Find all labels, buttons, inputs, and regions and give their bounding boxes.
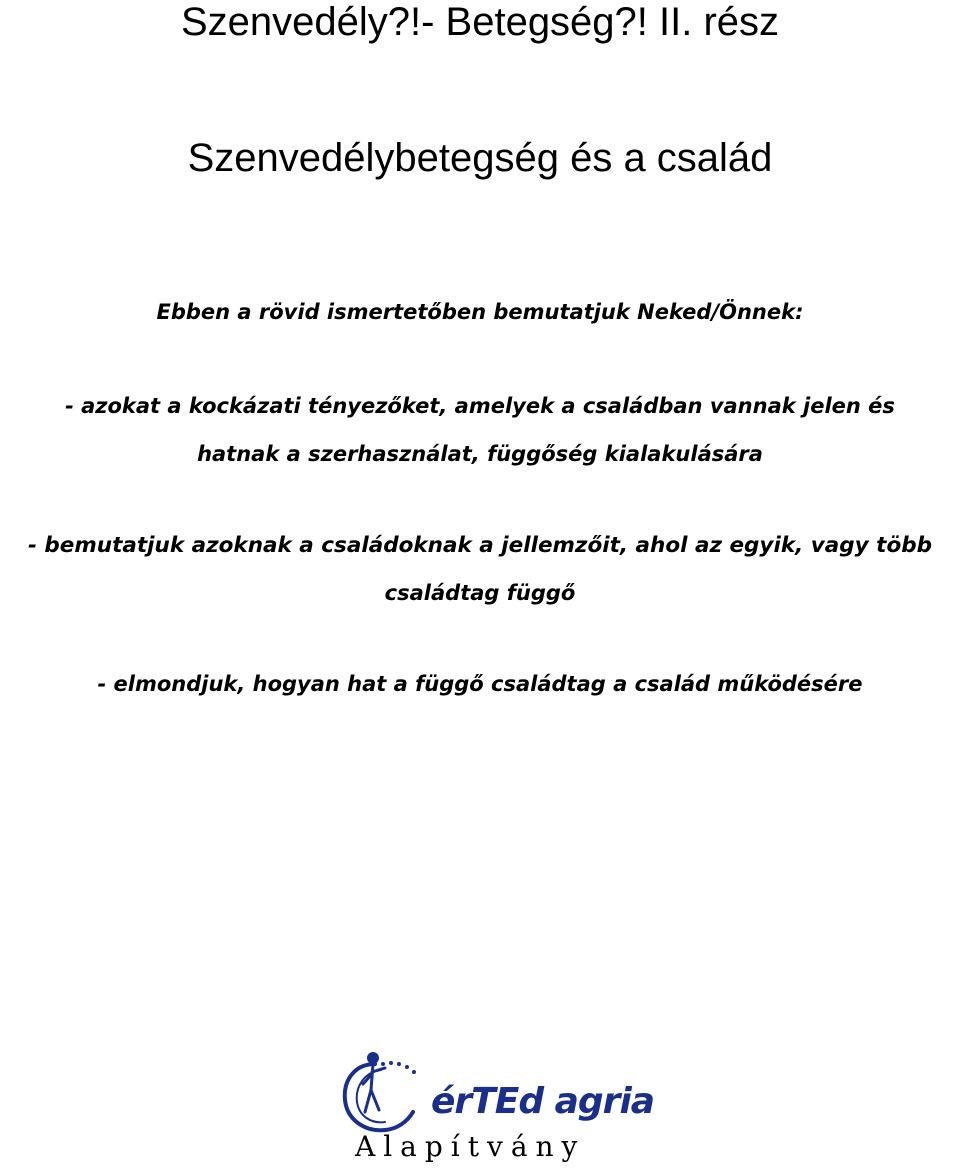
section-title: Szenvedélybetegség és a család — [187, 136, 773, 180]
page-title: Szenvedély?!- Betegség?! II. rész — [180, 0, 780, 44]
bullet-2-line-2: családtag függő — [384, 581, 576, 605]
logo-brand-text: érTEd agria — [431, 1081, 655, 1122]
bullet-2-line-1: - bemutatjuk azoknak a családoknak a jellemzőit, ahol az egyik, vagy több — [27, 533, 933, 558]
bullet-1-line-2: hatnak a szerhasználat, függőség kialakulására — [197, 442, 763, 466]
bullet-1-line-1: - azokat a kockázati tényezőket, amelyek a családban vannak jelen és — [65, 394, 895, 418]
logo-subtitle-text: Alapítvány — [355, 1130, 586, 1163]
intro-text: Ebben a rövid ismertetőben bemutatjuk Neked/Önnek: — [156, 300, 804, 324]
figure-in-ring-logo-icon — [335, 1050, 435, 1140]
bullet-3-line-1: - elmondjuk, hogyan hat a függő családtag a család működésére — [97, 672, 863, 696]
foundation-logo — [335, 1050, 655, 1168]
